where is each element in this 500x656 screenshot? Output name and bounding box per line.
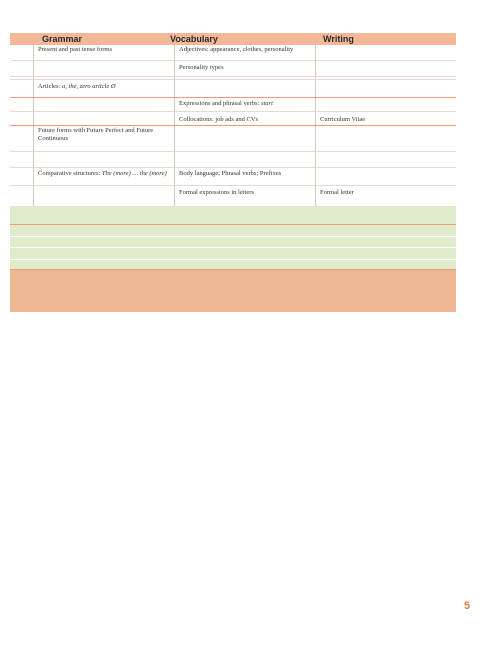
- cell-text-italic: start: [260, 100, 273, 107]
- row-divider: [10, 60, 456, 61]
- band-rule: [10, 259, 456, 260]
- band-rule: [10, 247, 456, 248]
- row-divider: [10, 79, 456, 80]
- table-cell-grammar: [38, 83, 172, 91]
- header-grammar: Grammar: [42, 34, 83, 44]
- header-writing: Writing: [323, 34, 354, 44]
- green-band: [10, 206, 456, 270]
- band-rule: [10, 236, 456, 237]
- cell-text-italic: a, the, zero article Ø: [62, 83, 116, 90]
- row-divider: [10, 125, 456, 126]
- row-divider: [10, 76, 456, 77]
- row-divider: [10, 167, 456, 168]
- peach-band: [10, 270, 456, 312]
- row-divider: [10, 185, 456, 186]
- table-cell-writing: Formal letter: [320, 189, 354, 196]
- table-cell-vocabulary: Adjectives: appearance, clothes, personality: [179, 46, 294, 53]
- row-divider: [10, 111, 456, 112]
- table-cell-vocabulary: Formal expressions in letters: [179, 189, 254, 196]
- syllabus-table: [10, 45, 456, 206]
- table-cell-grammar: Future forms with Future Perfect and Future Continuous: [38, 127, 154, 142]
- row-divider: [10, 97, 456, 98]
- cell-text: Comparative structures:: [38, 170, 102, 177]
- header-vocabulary: Vocabulary: [170, 34, 218, 44]
- cell-text-italic: The (more) … the (more): [101, 170, 167, 177]
- table-cell-grammar: [38, 170, 172, 178]
- table-cell-vocabulary: Body language; Phrasal verbs; Prefixes: [179, 170, 282, 177]
- cell-text: Articles:: [38, 83, 63, 90]
- table-header: [10, 33, 456, 45]
- table-cell-vocabulary: Personality types: [179, 64, 224, 71]
- table-cell-writing: Curriculum Vitae: [320, 116, 366, 123]
- cell-text: Expressions and phrasal verbs:: [179, 100, 261, 107]
- table-cell-vocabulary: Collocations: job ads and CVs: [179, 116, 259, 123]
- table-cell-vocabulary: [179, 100, 313, 108]
- row-divider: [10, 151, 456, 152]
- band-rule: [10, 224, 456, 225]
- page-number: 5: [464, 600, 471, 612]
- table-cell-grammar: Present and past tense forms: [38, 46, 113, 53]
